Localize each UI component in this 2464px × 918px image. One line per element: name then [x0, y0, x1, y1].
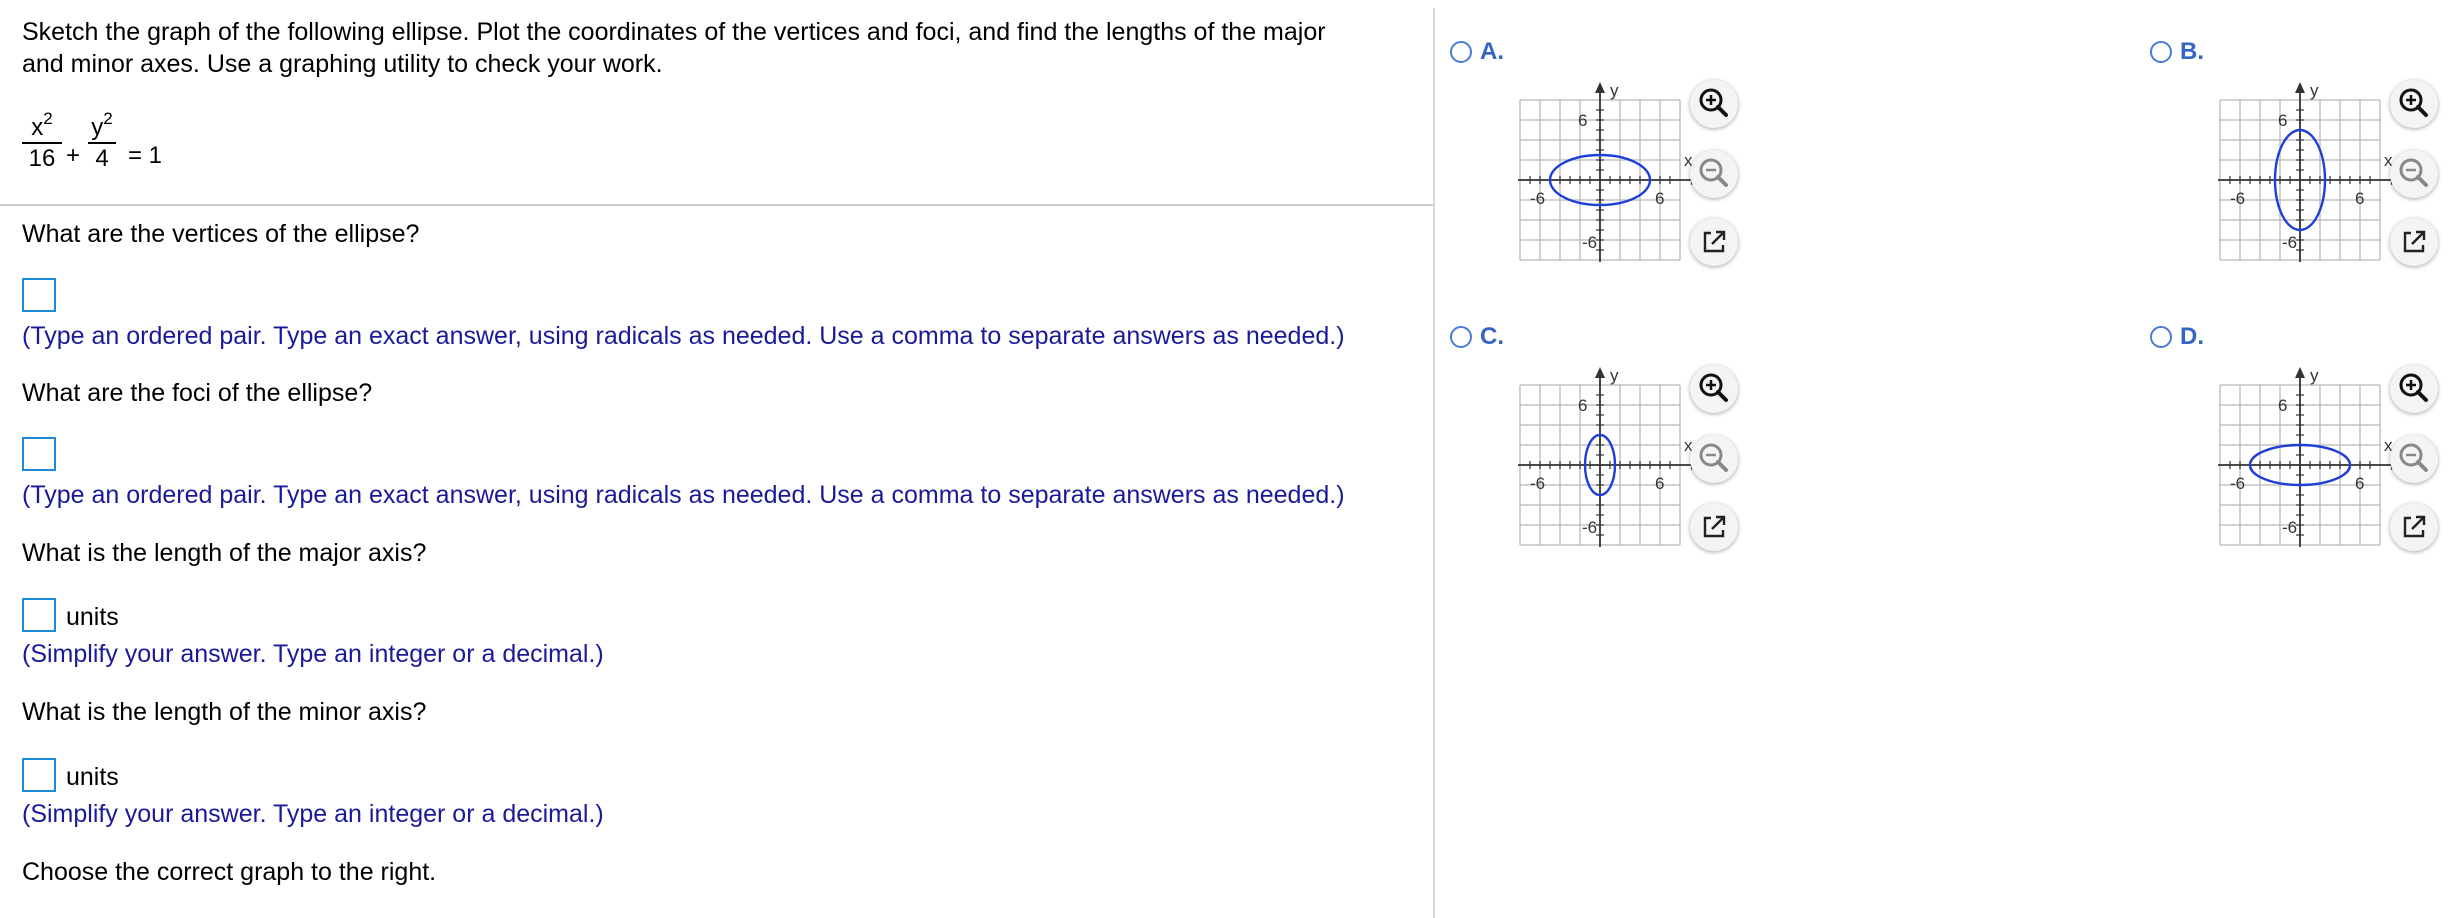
y-axis-label: y: [1610, 366, 1619, 385]
zoom-in-icon: [2390, 80, 2438, 128]
zoom-out-icon: [1690, 150, 1738, 198]
option-d-zoom-out-button[interactable]: [2390, 435, 2438, 483]
y-min-label: -6: [2282, 518, 2298, 537]
vertices-prompt: What are the vertices of the ellipse?: [22, 220, 420, 248]
option-a-popout-button[interactable]: [1690, 218, 1738, 266]
option-c-popout-button[interactable]: [1690, 503, 1738, 551]
y-axis-arrow: [2295, 367, 2305, 378]
graph-choice-prompt: Choose the correct graph to the right.: [22, 858, 437, 886]
y-axis-arrow: [1595, 82, 1605, 93]
zoom-out-icon: [2390, 150, 2438, 198]
option-b-graph: [2200, 80, 2420, 280]
x-denominator: 16: [28, 145, 56, 172]
x-max-label: 6: [2355, 474, 2365, 493]
x-max-label: 6: [2355, 189, 2365, 208]
option-a-graph: [1500, 80, 1720, 280]
major-axis-hint: (Simplify your answer. Type an integer or a decimal.): [22, 640, 604, 668]
popout-icon: [1690, 503, 1738, 551]
x-axis-label: x: [1684, 436, 1693, 455]
option-a-zoom-in-button[interactable]: [1690, 80, 1738, 128]
option-c-radio[interactable]: [1450, 326, 1472, 348]
option-a-radio[interactable]: [1450, 41, 1472, 63]
foci-prompt: What are the foci of the ellipse?: [22, 379, 373, 407]
option-d-popout-button[interactable]: [2390, 503, 2438, 551]
option-d-letter: D.: [2180, 323, 2204, 350]
major-axis-units: units: [66, 603, 119, 631]
foci-answer-input[interactable]: [22, 437, 56, 471]
y-axis-arrow: [1595, 367, 1605, 378]
x-min-label: -6: [1530, 474, 1546, 493]
x-axis-label: x: [1684, 151, 1693, 170]
y-min-label: -6: [2282, 233, 2298, 252]
option-b-letter: B.: [2180, 38, 2204, 65]
option-a-zoom-out-button[interactable]: [1690, 150, 1738, 198]
option-c-graph: [1500, 365, 1720, 565]
y-axis-label: y: [1610, 81, 1619, 100]
option-b-zoom-out-button[interactable]: [2390, 150, 2438, 198]
y-axis-label: y: [2310, 366, 2319, 385]
y-axis-arrow: [2295, 82, 2305, 93]
option-b-radio[interactable]: [2150, 41, 2172, 63]
y-max-label: 6: [2278, 111, 2288, 130]
option-d-zoom-in-button[interactable]: [2390, 365, 2438, 413]
popout-icon: [2390, 218, 2438, 266]
x-variable: x: [31, 114, 44, 141]
minor-axis-answer-input[interactable]: [22, 758, 56, 792]
x-exponent: 2: [43, 109, 53, 128]
x-min-label: -6: [1530, 189, 1546, 208]
major-axis-answer-input[interactable]: [22, 598, 56, 632]
y-variable: y: [91, 114, 104, 141]
option-c-zoom-out-button[interactable]: [1690, 435, 1738, 483]
y-exponent: 2: [103, 109, 113, 128]
fraction-y-term: [88, 108, 116, 172]
y-denominator: 4: [95, 145, 109, 172]
option-d-radio[interactable]: [2150, 326, 2172, 348]
vertices-hint: (Type an ordered pair. Type an exact answer, using radicals as needed. Use a comma to separate answers as needed.): [22, 322, 1345, 350]
equation-rhs: = 1: [128, 142, 163, 169]
y-min-label: -6: [1582, 518, 1598, 537]
y-max-label: 6: [2278, 396, 2288, 415]
zoom-in-icon: [2390, 365, 2438, 413]
y-max-label: 6: [1578, 396, 1588, 415]
instruction-line-2: and minor axes. Use a graphing utility to check your work.: [22, 50, 663, 78]
y-min-label: -6: [1582, 233, 1598, 252]
option-d-graph: [2200, 365, 2420, 565]
x-max-label: 6: [1655, 189, 1665, 208]
x-max-label: 6: [1655, 474, 1665, 493]
popout-icon: [2390, 503, 2438, 551]
minor-axis-prompt: What is the length of the minor axis?: [22, 698, 427, 726]
option-c-letter: C.: [1480, 323, 1504, 350]
x-axis-label: x: [2384, 151, 2393, 170]
zoom-in-icon: [1690, 80, 1738, 128]
vertices-answer-input[interactable]: [22, 278, 56, 312]
option-b-popout-button[interactable]: [2390, 218, 2438, 266]
x-min-label: -6: [2230, 189, 2246, 208]
minor-axis-units: units: [66, 763, 119, 791]
minor-axis-hint: (Simplify your answer. Type an integer or a decimal.): [22, 800, 604, 828]
option-b-zoom-in-button[interactable]: [2390, 80, 2438, 128]
option-c-zoom-in-button[interactable]: [1690, 365, 1738, 413]
x-axis-label: x: [2384, 436, 2393, 455]
answer-options-panel: [1435, 0, 2464, 918]
major-axis-prompt: What is the length of the major axis?: [22, 539, 427, 567]
fraction-x-term: [22, 108, 62, 172]
y-max-label: 6: [1578, 111, 1588, 130]
plus-sign: +: [66, 142, 81, 169]
foci-hint: (Type an ordered pair. Type an exact answer, using radicals as needed. Use a comma to separate answers as needed.): [22, 481, 1345, 509]
option-a-letter: A.: [1480, 38, 1504, 65]
x-min-label: -6: [2230, 474, 2246, 493]
zoom-out-icon: [1690, 435, 1738, 483]
y-axis-label: y: [2310, 81, 2319, 100]
instruction-line-1: Sketch the graph of the following ellipse. Plot the coordinates of the vertices and foci, and find the lengths of the major: [22, 18, 1326, 46]
section-divider: [0, 204, 1433, 206]
zoom-out-icon: [2390, 435, 2438, 483]
popout-icon: [1690, 218, 1738, 266]
zoom-in-icon: [1690, 365, 1738, 413]
